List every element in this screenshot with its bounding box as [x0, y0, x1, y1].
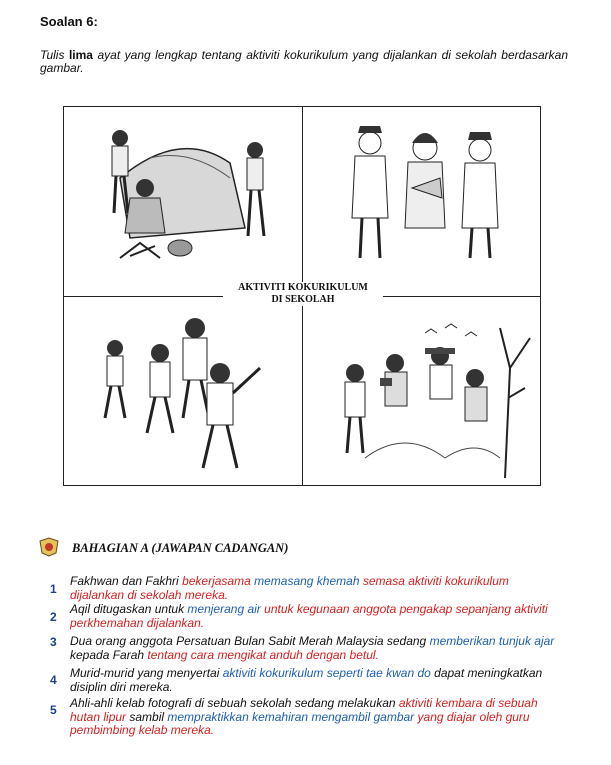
answer-3-part: memberikan tunjuk ajar: [429, 634, 555, 648]
photography-scene-image: [325, 308, 535, 478]
answer-3-part: tentang cara mengikat anduh dengan betul.: [147, 647, 379, 662]
answer-3-part: Dua orang anggota Persatuan Bulan Sabit Merah Malaysia sedang: [70, 634, 430, 648]
first-aid-scene-image: [330, 118, 530, 278]
answer-2-part: untuk kegunaan anggota pengakap sepanjang aktiviti perkhemahan dijalankan.: [70, 602, 548, 630]
camping-scene-image: [80, 118, 290, 278]
answer-5-part: sambil: [126, 709, 168, 724]
figure-divider-right: [382, 296, 541, 297]
answer-5-part: yang diajar oleh guru pembimbing kelab mereka.: [70, 709, 530, 737]
answer-5-part: Ahli-ahli kelab fotografi di sebuah sekolah sedang melakukan: [70, 696, 399, 710]
instruction-bold-word: lima: [68, 48, 93, 62]
answer-1-part: semasa aktiviti kokurikulum dijalankan di sekolah mereka.: [70, 574, 509, 602]
taekwondo-scene-image: [85, 308, 285, 478]
answer-number: 3: [50, 635, 57, 649]
answer-1-part: memasang khemah: [254, 574, 360, 588]
answer-3: [70, 635, 566, 662]
instruction-before: Tulis: [40, 48, 65, 62]
answer-5: [70, 697, 566, 738]
answer-5-part: mempraktikkan kemahiran mengambil gambar: [167, 709, 415, 724]
answer-2-part: Aqil ditugaskan untuk: [70, 602, 188, 616]
answer-4-part: dapat meningkatkan disiplin diri mereka.: [70, 666, 543, 694]
instruction-after: ayat yang lengkap tentang aktiviti kokurikulum yang dijalankan di sekolah berdasarkan gambar.: [40, 48, 568, 75]
answer-5-part: aktiviti kembara di sebuah hutan lipur: [70, 696, 538, 724]
section-heading: BAHAGIAN A (JAWAPAN CADANGAN): [72, 541, 289, 555]
figure-caption: [223, 282, 383, 306]
question-title: Soalan 6:: [40, 14, 98, 29]
answer-4-part: aktiviti kokurikulum seperti tae kwan do: [222, 666, 431, 680]
answer-4: [70, 667, 566, 694]
school-crest-icon: [38, 537, 60, 557]
answer-2-part: menjerang air: [187, 602, 261, 616]
answer-number: 2: [50, 610, 57, 624]
answer-1-part: bekerjasama: [182, 574, 251, 588]
answer-2: [70, 603, 566, 630]
caption-line-2: DI SEKOLAH: [271, 294, 335, 305]
answer-number: 4: [50, 673, 57, 687]
answer-1-part: Fakhwan dan Fakhri: [70, 574, 183, 588]
instruction-text: [40, 49, 568, 75]
answer-number: 1: [50, 582, 57, 596]
answer-1: [70, 575, 566, 602]
figure-divider-left: [63, 296, 223, 297]
caption-line-1: AKTIVITI KOKURIKULUM: [238, 282, 368, 293]
answer-3-part: kepada Farah: [70, 647, 148, 662]
answer-number: 5: [50, 703, 57, 717]
answer-4-part: Murid-murid yang menyertai: [70, 666, 223, 680]
